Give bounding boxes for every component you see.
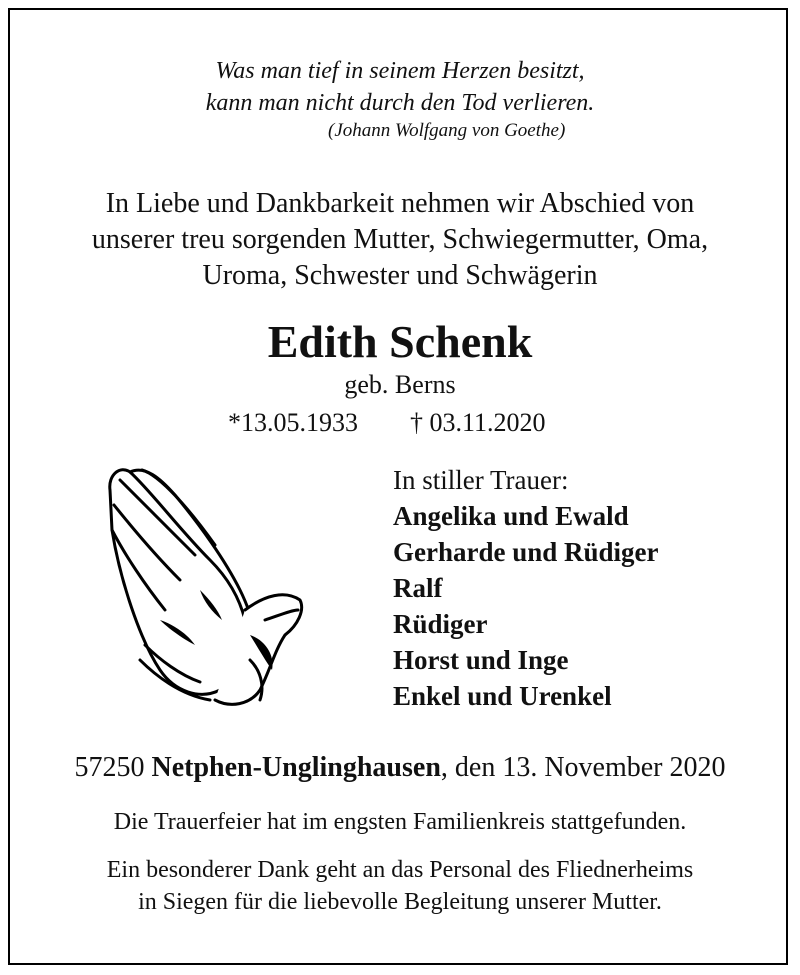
- mourner-name: Ralf: [393, 573, 443, 603]
- intro-line-2: unserer treu sorgenden Mutter, Schwiegermutter, Oma,: [91, 224, 709, 255]
- notice-date: , den 13. November 2020: [440, 752, 726, 783]
- deceased-name: Edith Schenk: [267, 316, 533, 367]
- intro-line-3: Uroma, Schwester und Schwägerin: [202, 260, 598, 291]
- mourner-name: Gerharde und Rüdiger: [393, 537, 659, 567]
- praying-hands-icon: [100, 460, 310, 710]
- intro-line-1: In Liebe und Dankbarkeit nehmen wir Abschied von: [105, 188, 695, 219]
- funeral-note: Die Trauerfeier hat im engsten Familienkreis stattgefunden.: [113, 809, 687, 835]
- farewell-text: [0, 186, 800, 294]
- quote-line-2: kann man nicht durch den Tod verlieren.: [205, 90, 595, 116]
- place-and-date: [0, 750, 800, 786]
- quote-author: (Johann Wolfgang von Goethe): [328, 120, 566, 141]
- birth-date: *13.05.1933: [228, 408, 358, 437]
- town-name: Netphen-Unglinghausen: [151, 752, 441, 783]
- mourner-name: Rüdiger: [393, 609, 488, 639]
- zip-code: 57250: [74, 752, 145, 783]
- mourner-name: Horst und Inge: [393, 645, 569, 675]
- mourners-lead: In stiller Trauer:: [393, 465, 569, 495]
- thanks-note: [0, 854, 800, 918]
- goethe-quote: [0, 55, 800, 119]
- quote-line-1: Was man tief in seinem Herzen besitzt,: [215, 58, 585, 84]
- thanks-line-2: in Siegen für die liebevolle Begleitung unserer Mutter.: [138, 889, 662, 915]
- mourners-list: [393, 462, 659, 714]
- maiden-name: geb. Berns: [344, 370, 456, 399]
- thanks-line-1: Ein besonderer Dank geht an das Personal des Fliednerheims: [106, 857, 694, 883]
- mourner-name: Enkel und Urenkel: [393, 681, 612, 711]
- mourner-name: Angelika und Ewald: [393, 501, 629, 531]
- death-date: † 03.11.2020: [410, 408, 546, 437]
